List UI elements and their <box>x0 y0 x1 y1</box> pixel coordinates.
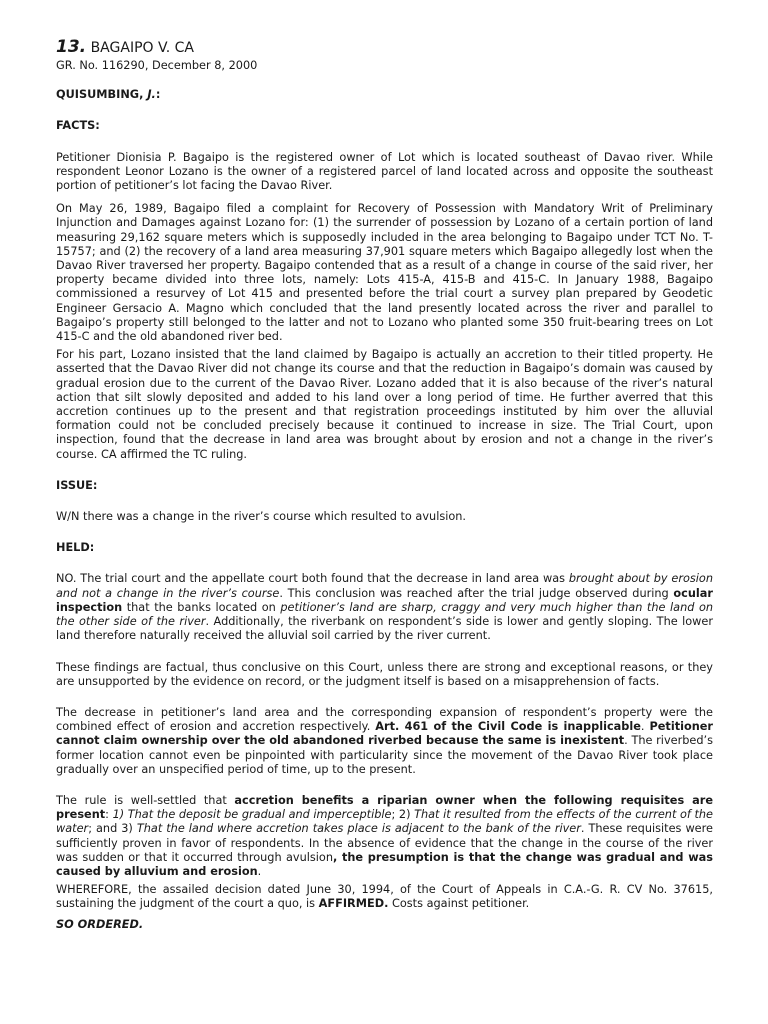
ponente <box>56 88 713 102</box>
case-number: 13. <box>56 37 87 57</box>
held-heading: HELD: <box>56 541 95 555</box>
held-paragraph-3: The decrease in petitioner’s land area and the corresponding expansion of respondent’s property were the combined effect of erosion and accretion respectively. Art. 461 of the Civil Code is inapplicable. Petitioner cannot claim ownership over the old abandoned riverbed because the same is inexistent. The riverbed’s former location cannot even be pinpointed with particularity since the movement of the Davao River took place gradually over an unspecified period of time, up to the present. <box>56 705 714 776</box>
facts-paragraph-3: For his part, Lozano insisted that the land claimed by Bagaipo is actually an accretion to their titled property. He asserted that the Davao River did not change its course and that the reduction in Bagaipo’s domain was caused by gradual erosion due to the current of the Davao River. Lozano added that it is also because of the river’s natural action that silt slowly deposited and added to his land over a long period of time. He further averred that this accretion continues up to the present and that registration proceedings instituted by him over the alluvial formation could not be concluded precisely because it continued to increase in size. The Trial Court, upon inspection, found that the decrease in land area was brought about by erosion and not a change in the river’s course. CA affirmed the TC ruling. <box>56 348 713 461</box>
case-name: BAGAIPO V. CA <box>90 40 195 56</box>
case-title <box>56 38 713 57</box>
held-paragraph-1: NO. The trial court and the appellate court both found that the decrease in land area was brought about by erosion and not a change in the river’s course. This conclusion was reached after the trial judge observed during ocular inspection that the banks located on petitioner’s land are sharp, craggy and very much higher than the land on the other side of the river. Additionally, the riverbank on respondent’s side is lower and gently sloping. The lower land therefore naturally received the alluvial soil carried by the river current. <box>56 572 714 643</box>
ponente-suffix: J. <box>147 88 156 102</box>
issue-text: W/N there was a change in the river’s course which resulted to avulsion. <box>56 510 467 524</box>
held-paragraph-2: These findings are factual, thus conclusive on this Court, unless there are strong and exceptional reasons, or they are unsupported by the evidence on record, or the judgment itself is based on a misapprehension of facts. <box>56 660 713 688</box>
closing-statement: SO ORDERED. <box>56 917 144 931</box>
facts-heading: FACTS: <box>56 119 100 133</box>
case-citation: GR. No. 116290, December 8, 2000 <box>56 59 258 72</box>
held-paragraph-4: The rule is well-settled that accretion benefits a riparian owner when the following requisites are present: 1) That the deposit be gradual and imperceptible; 2) That it resulted from the effects of the current of the water; and 3) That the land where accretion takes place is adjacent to the bank of the river. These requisites were sufficiently proven in favor of respondents. In the absence of evidence that the change in the course of the river was sudden or that it occurred through avulsion, the presumption is that the change was gradual and was caused by alluvium and erosion. <box>56 793 714 878</box>
ponente-colon: : <box>155 88 161 102</box>
held-paragraph-5: WHEREFORE, the assailed decision dated June 30, 1994, of the Court of Appeals in C.A.-G. R. CV No. 37615, sustaining the judgment of the court a quo, is AFFIRMED. Costs against petitioner. <box>56 883 713 911</box>
facts-paragraph-1: Petitioner Dionisia P. Bagaipo is the registered owner of Lot which is located southeast of Davao river. While respondent Leonor Lozano is the owner of a registered parcel of land located across and opposite the southeast portion of petitioner’s lot facing the Davao River. <box>56 150 713 193</box>
document-page <box>56 38 713 932</box>
issue-heading: ISSUE: <box>56 478 98 492</box>
facts-paragraph-2: On May 26, 1989, Bagaipo filed a complaint for Recovery of Possession with Mandatory Writ of Preliminary Injunction and Damages against Lozano for: (1) the surrender of possession by Lozano of a certain portion of land measuring 29,162 square meters which is supposedly included in the area belonging to Bagaipo under TCT No. T-15757; and (2) the recovery of a land area measuring 37,901 square meters which Bagaipo allegedly lost when the Davao River traversed her property. Bagaipo contended that as a result of a change in course of the said river, her property became divided into three lots, namely: Lots 415-A, 415-B and 415-C. In January 1988, Bagaipo commissioned a resurvey of Lot 415 and presented before the trial court a survey plan prepared by Geodetic Engineer Gersacio A. Magno which concluded that the land presently located across the river and parallel to Bagaipo’s property still belonged to the latter and not to Lozano who planted some 350 fruit-bearing trees on Lot 415-C and the old abandoned river bed. <box>56 202 713 344</box>
ponente-name: QUISUMBING, <box>56 88 144 102</box>
